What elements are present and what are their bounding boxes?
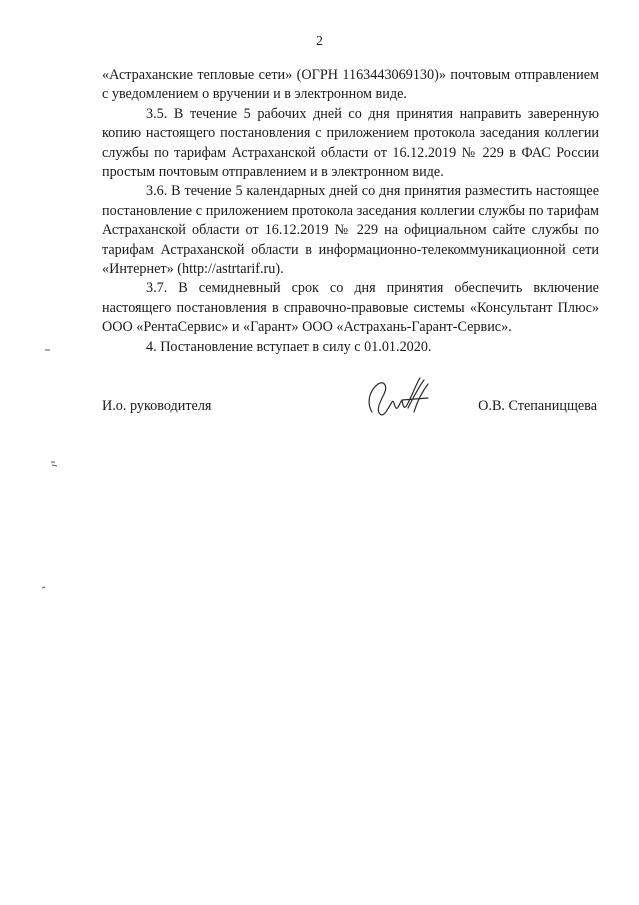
- scan-speck: [40, 586, 48, 590]
- handwritten-signature: [362, 372, 442, 432]
- paragraph-3-5: 3.5. В течение 5 рабочих дней со дня принятия направить заверенную копию настоящего постановления с приложением протокола заседания коллегии службы по тарифам Астраханской области от 16.12.2019 № 229 в ФАС России простым почтовым отправлением и в электронном виде.: [102, 105, 599, 181]
- scan-speck: [50, 460, 58, 468]
- signatory-title: И.о. руководителя: [102, 398, 212, 414]
- scan-speck: [44, 348, 52, 352]
- signatory-name: О.В. Степаницщева: [478, 398, 597, 414]
- paragraph-3-7: 3.7. В семидневный срок со дня принятия обеспечить включение настоящего постановления в справочно-правовые системы «Консультант Плюс» ООО «РентаСервис» и «Гарант» ООО «Астрахань-Гарант-Сервис».: [102, 280, 599, 336]
- paragraph-4: 4. Постановление вступает в силу с 01.01.2020.: [146, 338, 432, 355]
- page-number: 2: [316, 34, 323, 49]
- document-body: [102, 66, 599, 357]
- paragraph-3-6: 3.6. В течение 5 календарных дней со дня принятия разместить настоящее постановление с приложением протокола заседания коллегии службы по тарифам Астраханской области от 16.12.2019 № 229 на официальном сайте службы по тарифам Астраханской области в информационно-телекоммуникационной сети «Интернет» (http://astrtarif.ru).: [102, 183, 599, 278]
- paragraph-continuation: «Астраханские тепловые сети» (ОГРН 1163443069130)» почтовым отправлением с уведомлением о вручении и в электронном виде.: [102, 67, 599, 103]
